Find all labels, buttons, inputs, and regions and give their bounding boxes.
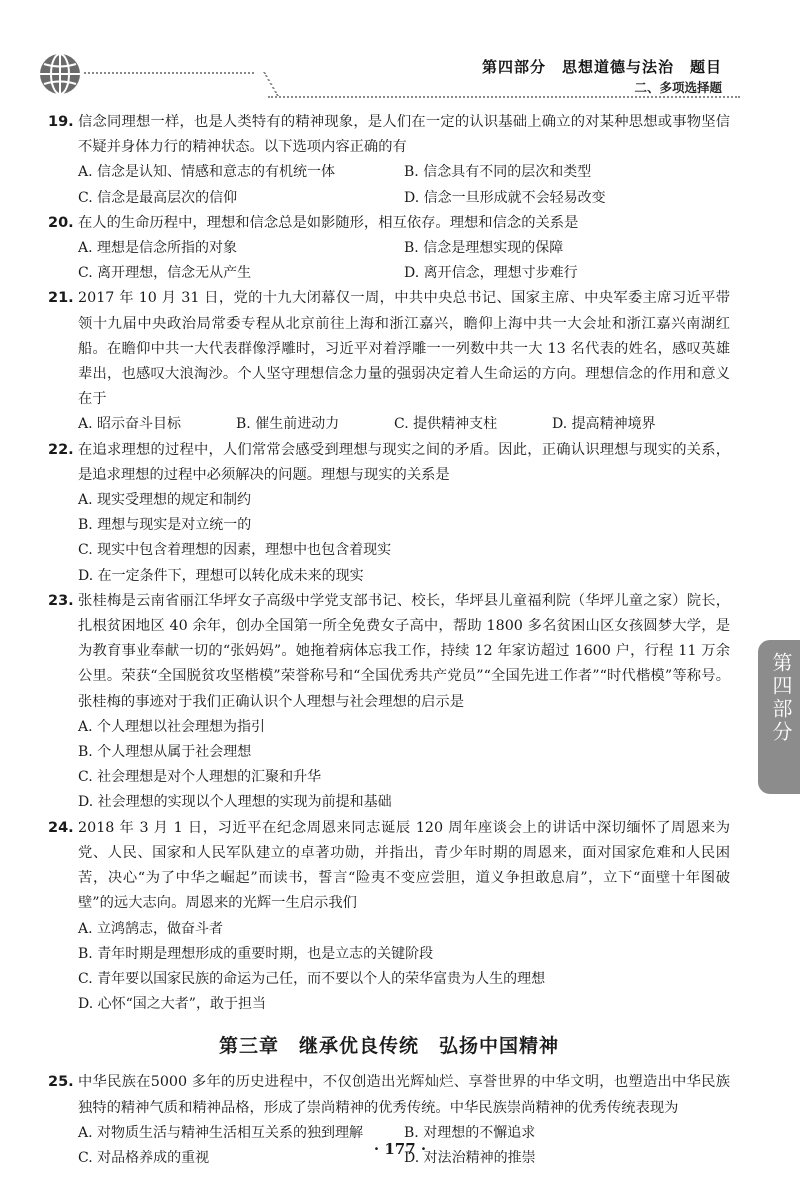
- option-a: A. 对物质生活与精神生活相互关系的独到理解: [78, 1124, 364, 1141]
- option-list: [78, 917, 730, 1018]
- page-number: · 177 ·: [373, 1140, 427, 1158]
- option-list: [78, 488, 730, 589]
- question-stem: 张桂梅是云南省丽江华坪女子高级中学党支部书记、校长，华坪县儿童福利院（华坪儿童之家）院长，扎根贫困地区 40 余年，创办全国第一所全免费女子高中，帮助 1800 多名贫困山区女孩圆梦大学，是为教育事业奉献一切的“张妈妈”。她拖着病体忘我工作，持续 12 年家访超过 1600 户，行程 11 万余公里。荣获“全国脱贫攻坚楷模”荣誉称号和“全国优秀共产党员”“全国先进工作者”“时代楷模”等称号。张桂梅的事迹对于我们正确认识个人理想与社会理想的启示是: [78, 592, 730, 710]
- header-dotted-line-slant: [247, 72, 279, 96]
- option-c: C. 社会理想是对个人理想的汇聚和升华: [78, 769, 322, 786]
- chapter-title: 第三章 继承优良传统 弘扬中国精神: [218, 1035, 559, 1058]
- question-stem: 2017 年 10 月 31 日，党的十九大闭幕仅一周，中共中央总书记、国家主席、中央军委主席习近平带领十九届中央政治局常委专程从北京前往上海和浙江嘉兴，瞻仰上海中共一大会址和浙江嘉兴南湖红船。在瞻仰中共一大代表群像浮雕时，习近平对着浮雕一一列数中共一大 13 名代表的姓名，感叹英雄辈出，也感叹大浪淘沙。个人坚守理想信念力量的强弱决定着人生命运的方向。理想信念的作用和意义在于: [78, 290, 730, 408]
- option-b: B. 个人理想从属于社会理想: [78, 744, 252, 761]
- question-stem: 在人的生命历程中，理想和信念总是如影随形，相互依存。理想和信念的关系是: [78, 214, 579, 231]
- option-list: [78, 160, 730, 210]
- option-list: [78, 715, 730, 816]
- side-tab-label: 第四部分: [769, 652, 793, 744]
- section-side-tab: [758, 640, 800, 794]
- question-number: 20.: [48, 214, 74, 231]
- question: [48, 110, 730, 211]
- option-a: A. 现实受理想的规定和制约: [78, 492, 252, 509]
- question-stem: 在追求理想的过程中，人们常常会感受到理想与现实之间的矛盾。因此，正确认识理想与现实的关系，是追求理想的过程中必须解决的问题。理想与现实的关系是: [78, 441, 730, 483]
- option-a: A. 昭示奋斗目标: [78, 416, 182, 433]
- question-number: 22.: [48, 441, 74, 458]
- option-b: B. 信念是理想实现的保障: [404, 240, 564, 257]
- globe-logo-icon: [38, 52, 82, 96]
- header-subtitle: 二、多项选择题: [634, 80, 722, 95]
- option-c: C. 信念是最高层次的信仰: [78, 189, 238, 206]
- option-list: [78, 236, 730, 286]
- option-c: C. 现实中包含着理想的因素，理想中也包含着现实: [78, 542, 392, 559]
- question: [48, 589, 730, 816]
- header-rule: [268, 96, 740, 98]
- question: [48, 286, 730, 437]
- question: [48, 211, 730, 287]
- question-number: 25.: [48, 1074, 74, 1091]
- option-b: B. 理想与现实是对立统一的: [78, 517, 252, 534]
- question-number: 23.: [48, 592, 74, 609]
- option-c: C. 青年要以国家民族的命运为己任，而不要以个人的荣华富贵为人生的理想: [78, 970, 546, 987]
- option-d: D. 心怀“国之大者”，敢于担当: [78, 996, 266, 1013]
- question: [48, 816, 730, 1018]
- question-number: 19.: [48, 114, 74, 130]
- question-stem: 信念同理想一样，也是人类特有的精神现象，是人们在一定的认识基础上确立的对某种思想或事物坚信不疑并身体力行的精神状态。以下选项内容正确的有: [78, 114, 730, 156]
- question-stem: 2018 年 3 月 1 日，习近平在纪念周恩来同志诞辰 120 周年座谈会上的讲话中深切缅怀了周恩来为党、人民、国家和人民军队建立的卓著功勋，并指出，青少年时期的周恩来，面对国家危难和人民困苦，决心“为了中华之崛起”而读书，誓言“险夷不变应尝胆，道义争担敢息肩”，立下“面壁十年图破壁”的远大志向。周恩来的光辉一生启示我们: [78, 819, 730, 912]
- option-a: A. 信念是认知、情感和意志的有机统一体: [78, 164, 336, 181]
- option-d: D. 社会理想的实现以个人理想的实现为前提和基础: [78, 794, 392, 811]
- option-b: B. 青年时期是理想形成的重要时期，也是立志的关键阶段: [78, 945, 434, 962]
- question-number: 24.: [48, 819, 74, 836]
- option-b: B. 对理想的不懈追求: [404, 1124, 536, 1141]
- question-list: [48, 110, 730, 1171]
- question: [48, 438, 730, 589]
- question-group-before: [48, 110, 730, 1017]
- option-d: D. 信念一旦形成就不会轻易改变: [404, 189, 606, 206]
- option-d: D. 离开信念，理想寸步难行: [404, 265, 578, 282]
- option-b: B. 催生前进动力: [236, 416, 340, 433]
- option-a: A. 立鸿鹄志，做奋斗者: [78, 920, 224, 937]
- question-stem: 中华民族在5000 多年的历史进程中，不仅创造出光辉灿烂、享誉世界的中华文明，也塑造出中华民族独特的精神气质和精神品格，形成了崇尚精神的优秀传统。中华民族崇尚精神的优秀传统表现为: [78, 1074, 730, 1116]
- question-number: 21.: [48, 290, 74, 307]
- option-b: B. 信念具有不同的层次和类型: [404, 164, 592, 181]
- option-d: D. 提高精神境界: [552, 416, 656, 433]
- header-dotted-line: [84, 72, 254, 74]
- option-list: [78, 412, 730, 437]
- header-title: 第四部分 思想道德与法治 题目: [481, 58, 722, 76]
- option-c: C. 离开理想，信念无从产生: [78, 265, 252, 282]
- option-c: C. 提供精神支柱: [394, 416, 498, 433]
- option-a: A. 理想是信念所指的对象: [78, 240, 238, 257]
- option-a: A. 个人理想以社会理想为指引: [78, 718, 266, 735]
- option-d: D. 对法治精神的推崇: [404, 1149, 536, 1166]
- option-d: D. 在一定条件下，理想可以转化成未来的现实: [78, 567, 364, 584]
- option-c: C. 对品格养成的重视: [78, 1149, 210, 1166]
